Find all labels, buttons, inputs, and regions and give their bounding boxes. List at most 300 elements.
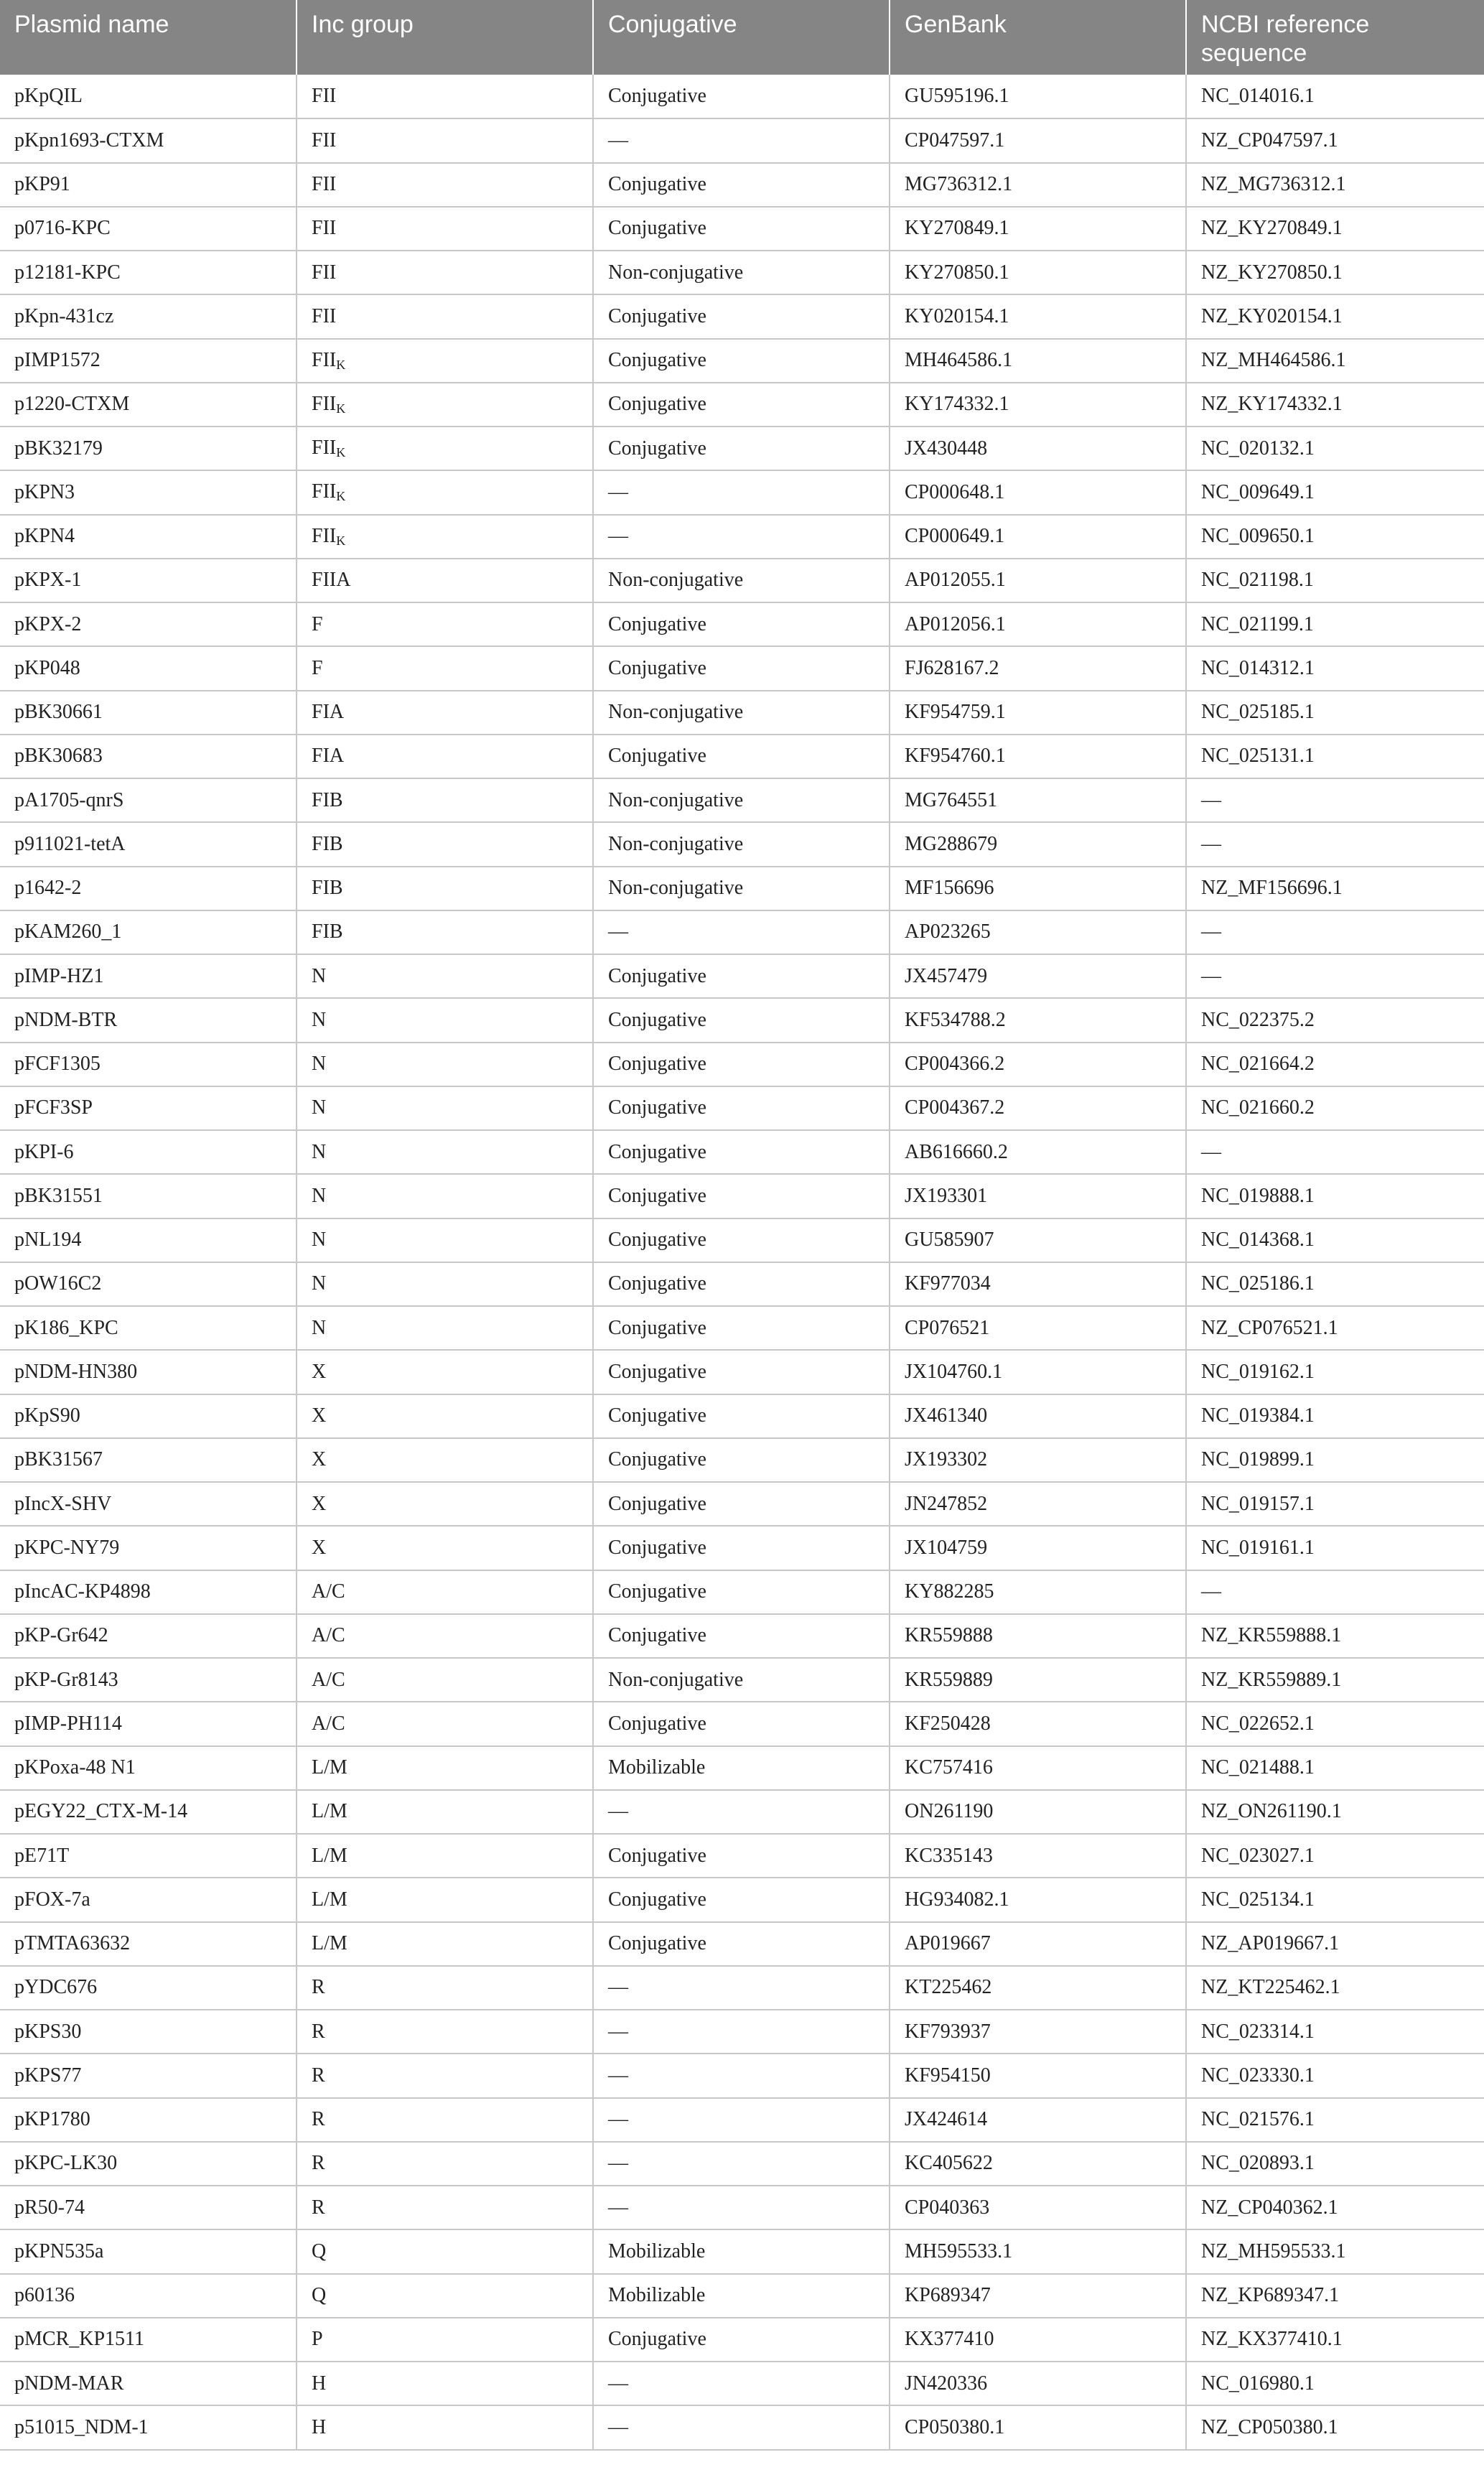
table-row: [0, 1350, 1484, 1394]
table-row: [0, 207, 1484, 251]
plasmid-name-cell: pIMP-PH114: [0, 1702, 297, 1745]
inc-group-cell: $FII_K$: [297, 515, 593, 559]
ncbi-reference-cell: NZ_CP076521.1: [1186, 1306, 1484, 1350]
conjugative-cell: Conjugative: [593, 339, 890, 383]
table-row: [0, 118, 1484, 162]
ncbi-reference-cell: NZ_KY174332.1: [1186, 383, 1484, 427]
conjugative-cell: Non-conjugative: [593, 778, 890, 822]
genbank-cell: JX104760.1: [890, 1350, 1186, 1394]
table-row: [0, 1922, 1484, 1966]
genbank-cell: CP000649.1: [890, 515, 1186, 559]
conjugative-cell: Non-conjugative: [593, 691, 890, 735]
inc-group-cell: $FII_K$: [297, 383, 593, 427]
conjugative-cell: Conjugative: [593, 75, 890, 118]
conjugative-cell: Conjugative: [593, 1922, 890, 1966]
conjugative-cell: —: [593, 1966, 890, 2010]
inc-group-cell: R: [297, 1966, 593, 2010]
genbank-cell: KF250428: [890, 1702, 1186, 1745]
conjugative-cell: —: [593, 910, 890, 954]
plasmid-name-cell: pKPX-1: [0, 559, 297, 602]
conjugative-cell: —: [593, 470, 890, 514]
column-header-inc-group: Inc group: [297, 0, 593, 75]
genbank-cell: GU595196.1: [890, 75, 1186, 118]
conjugative-cell: —: [593, 2405, 890, 2449]
ncbi-reference-cell: NC_021576.1: [1186, 2098, 1484, 2142]
genbank-cell: KP689347: [890, 2274, 1186, 2318]
plasmid-name-cell: pKP91: [0, 163, 297, 207]
table-row: [0, 910, 1484, 954]
inc-group-cell: FII: [297, 118, 593, 162]
table-row: [0, 646, 1484, 690]
inc-group-cell: N: [297, 1043, 593, 1086]
table-row: [0, 1174, 1484, 1218]
genbank-cell: KY174332.1: [890, 383, 1186, 427]
ncbi-reference-cell: NZ_KT225462.1: [1186, 1966, 1484, 2010]
plasmid-name-cell: p60136: [0, 2274, 297, 2318]
table-row: [0, 1306, 1484, 1350]
genbank-cell: AP023265: [890, 910, 1186, 954]
inc-group-cell: R: [297, 2142, 593, 2186]
ncbi-reference-cell: NZ_KY270849.1: [1186, 207, 1484, 251]
conjugative-cell: —: [593, 118, 890, 162]
ncbi-reference-cell: NC_025185.1: [1186, 691, 1484, 735]
inc-group-cell: $FII_K$: [297, 470, 593, 514]
table-row: [0, 1130, 1484, 1174]
plasmid-name-cell: pKPX-2: [0, 602, 297, 646]
conjugative-cell: —: [593, 2054, 890, 2097]
ncbi-reference-cell: NC_023314.1: [1186, 2010, 1484, 2054]
plasmid-name-cell: pFOX-7a: [0, 1878, 297, 1921]
column-header-conjugative: Conjugative: [593, 0, 890, 75]
plasmid-name-cell: pKPI-6: [0, 1130, 297, 1174]
inc-group-cell: Q: [297, 2229, 593, 2273]
ncbi-reference-cell: —: [1186, 1130, 1484, 1174]
table-row: [0, 2362, 1484, 2405]
inc-group-cell: L/M: [297, 1834, 593, 1878]
table-row: [0, 2098, 1484, 2142]
plasmid-name-cell: pBK30661: [0, 691, 297, 735]
conjugative-cell: Conjugative: [593, 1174, 890, 1218]
genbank-cell: MG764551: [890, 778, 1186, 822]
inc-group-cell: $FII_K$: [297, 427, 593, 470]
plasmid-name-cell: pBK31551: [0, 1174, 297, 1218]
conjugative-cell: Conjugative: [593, 1834, 890, 1878]
inc-group-cell: N: [297, 1218, 593, 1262]
table-body: [0, 75, 1484, 2450]
table-row: [0, 867, 1484, 910]
conjugative-cell: Conjugative: [593, 1570, 890, 1614]
table-row: [0, 2274, 1484, 2318]
conjugative-cell: Conjugative: [593, 294, 890, 338]
inc-group-cell: N: [297, 1086, 593, 1130]
conjugative-cell: Conjugative: [593, 1218, 890, 1262]
conjugative-cell: Conjugative: [593, 1702, 890, 1745]
plasmid-name-cell: p911021-tetA: [0, 822, 297, 866]
genbank-cell: MF156696: [890, 867, 1186, 910]
inc-group-cell: FII: [297, 294, 593, 338]
conjugative-cell: —: [593, 2098, 890, 2142]
ncbi-reference-cell: NC_022652.1: [1186, 1702, 1484, 1745]
plasmid-name-cell: pKP-Gr8143: [0, 1658, 297, 1702]
ncbi-reference-cell: NC_022375.2: [1186, 998, 1484, 1042]
inc-group-cell: A/C: [297, 1702, 593, 1745]
plasmid-name-cell: pE71T: [0, 1834, 297, 1878]
plasmid-name-cell: p1642-2: [0, 867, 297, 910]
inc-group-cell: X: [297, 1482, 593, 1526]
ncbi-reference-cell: NZ_CP050380.1: [1186, 2405, 1484, 2449]
conjugative-cell: Mobilizable: [593, 2274, 890, 2318]
plasmid-name-cell: p51015_NDM-1: [0, 2405, 297, 2449]
conjugative-cell: Non-conjugative: [593, 822, 890, 866]
ncbi-reference-cell: NC_020132.1: [1186, 427, 1484, 470]
plasmid-name-cell: p12181-KPC: [0, 251, 297, 294]
conjugative-cell: Conjugative: [593, 1878, 890, 1921]
table-row: [0, 383, 1484, 427]
ncbi-reference-cell: NC_020893.1: [1186, 2142, 1484, 2186]
table-row: [0, 1702, 1484, 1745]
plasmid-name-cell: pNDM-BTR: [0, 998, 297, 1042]
genbank-cell: GU585907: [890, 1218, 1186, 1262]
column-header-ncbi-reference: NCBI reference sequence: [1186, 0, 1484, 75]
table-row: [0, 75, 1484, 118]
genbank-cell: AP012055.1: [890, 559, 1186, 602]
plasmid-name-cell: pKpQIL: [0, 75, 297, 118]
plasmid-name-cell: pKPN4: [0, 515, 297, 559]
inc-group-cell: L/M: [297, 1878, 593, 1921]
plasmid-name-cell: pKP048: [0, 646, 297, 690]
conjugative-cell: Conjugative: [593, 2318, 890, 2362]
ncbi-reference-cell: NZ_CP047597.1: [1186, 118, 1484, 162]
ncbi-reference-cell: NZ_KY020154.1: [1186, 294, 1484, 338]
conjugative-cell: Conjugative: [593, 383, 890, 427]
genbank-cell: JX430448: [890, 427, 1186, 470]
plasmid-name-cell: pKPN535a: [0, 2229, 297, 2273]
table-row: [0, 1834, 1484, 1878]
genbank-cell: JN420336: [890, 2362, 1186, 2405]
table-row: [0, 1526, 1484, 1570]
ncbi-reference-cell: —: [1186, 778, 1484, 822]
table-row: [0, 1746, 1484, 1790]
table-row: [0, 2405, 1484, 2449]
plasmid-name-cell: pIncAC-KP4898: [0, 1570, 297, 1614]
genbank-cell: KY270850.1: [890, 251, 1186, 294]
table-row: [0, 1086, 1484, 1130]
ncbi-reference-cell: NZ_KY270850.1: [1186, 251, 1484, 294]
table-row: [0, 1790, 1484, 1834]
genbank-cell: KF793937: [890, 2010, 1186, 2054]
plasmid-name-cell: pKPC-NY79: [0, 1526, 297, 1570]
conjugative-cell: —: [593, 515, 890, 559]
plasmid-name-cell: pOW16C2: [0, 1262, 297, 1306]
conjugative-cell: Conjugative: [593, 646, 890, 690]
plasmid-name-cell: pTMTA63632: [0, 1922, 297, 1966]
genbank-cell: KC335143: [890, 1834, 1186, 1878]
table-row: [0, 2186, 1484, 2229]
genbank-cell: KY020154.1: [890, 294, 1186, 338]
conjugative-cell: Conjugative: [593, 1614, 890, 1658]
plasmid-name-cell: pYDC676: [0, 1966, 297, 2010]
ncbi-reference-cell: NC_014016.1: [1186, 75, 1484, 118]
genbank-cell: MG736312.1: [890, 163, 1186, 207]
conjugative-cell: Conjugative: [593, 1262, 890, 1306]
inc-group-cell: FII: [297, 251, 593, 294]
genbank-cell: CP076521: [890, 1306, 1186, 1350]
ncbi-reference-cell: NC_014368.1: [1186, 1218, 1484, 1262]
inc-group-cell: L/M: [297, 1746, 593, 1790]
plasmid-name-cell: pKpn-431cz: [0, 294, 297, 338]
ncbi-reference-cell: NC_025134.1: [1186, 1878, 1484, 1921]
conjugative-cell: Conjugative: [593, 1526, 890, 1570]
inc-group-cell: FIB: [297, 778, 593, 822]
genbank-cell: MG288679: [890, 822, 1186, 866]
genbank-cell: CP004367.2: [890, 1086, 1186, 1130]
genbank-cell: JX104759: [890, 1526, 1186, 1570]
inc-group-cell: FIIA: [297, 559, 593, 602]
conjugative-cell: Non-conjugative: [593, 1658, 890, 1702]
ncbi-reference-cell: NC_019384.1: [1186, 1394, 1484, 1438]
table-row: [0, 1878, 1484, 1921]
genbank-cell: ON261190: [890, 1790, 1186, 1834]
genbank-cell: KF954150: [890, 2054, 1186, 2097]
table-row: [0, 294, 1484, 338]
ncbi-reference-cell: NC_021488.1: [1186, 1746, 1484, 1790]
conjugative-cell: Conjugative: [593, 1306, 890, 1350]
table-row: [0, 1658, 1484, 1702]
genbank-cell: KF977034: [890, 1262, 1186, 1306]
ncbi-reference-cell: NZ_MH595533.1: [1186, 2229, 1484, 2273]
table-row: [0, 2229, 1484, 2273]
table-row: [0, 339, 1484, 383]
plasmid-name-cell: pFCF1305: [0, 1043, 297, 1086]
genbank-cell: JX461340: [890, 1394, 1186, 1438]
conjugative-cell: —: [593, 1790, 890, 1834]
ncbi-reference-cell: NC_019157.1: [1186, 1482, 1484, 1526]
inc-group-cell: R: [297, 2054, 593, 2097]
ncbi-reference-cell: NC_025131.1: [1186, 735, 1484, 778]
plasmid-name-cell: pKP-Gr642: [0, 1614, 297, 1658]
inc-group-cell: A/C: [297, 1614, 593, 1658]
inc-group-cell: N: [297, 1306, 593, 1350]
genbank-cell: JX193302: [890, 1438, 1186, 1482]
genbank-cell: JN247852: [890, 1482, 1186, 1526]
conjugative-cell: Conjugative: [593, 207, 890, 251]
table-row: [0, 1966, 1484, 2010]
plasmid-name-cell: pKPoxa-48 N1: [0, 1746, 297, 1790]
inc-group-cell: L/M: [297, 1922, 593, 1966]
inc-group-cell: R: [297, 2010, 593, 2054]
conjugative-cell: Non-conjugative: [593, 867, 890, 910]
column-header-plasmid-name: Plasmid name: [0, 0, 297, 75]
genbank-cell: CP047597.1: [890, 118, 1186, 162]
conjugative-cell: Mobilizable: [593, 2229, 890, 2273]
genbank-cell: KY270849.1: [890, 207, 1186, 251]
ncbi-reference-cell: NC_021199.1: [1186, 602, 1484, 646]
inc-group-cell: L/M: [297, 1790, 593, 1834]
ncbi-reference-cell: —: [1186, 822, 1484, 866]
ncbi-reference-cell: NZ_KR559888.1: [1186, 1614, 1484, 1658]
inc-group-cell: FIA: [297, 735, 593, 778]
inc-group-cell: FII: [297, 75, 593, 118]
plasmid-name-cell: pKPN3: [0, 470, 297, 514]
table-row: [0, 559, 1484, 602]
ncbi-reference-cell: NC_023330.1: [1186, 2054, 1484, 2097]
genbank-cell: KF534788.2: [890, 998, 1186, 1042]
plasmid-name-cell: pEGY22_CTX-M-14: [0, 1790, 297, 1834]
table-row: [0, 2054, 1484, 2097]
ncbi-reference-cell: NC_014312.1: [1186, 646, 1484, 690]
inc-group-cell: FIB: [297, 910, 593, 954]
plasmid-name-cell: pNL194: [0, 1218, 297, 1262]
plasmid-name-cell: pBK30683: [0, 735, 297, 778]
genbank-cell: JX193301: [890, 1174, 1186, 1218]
table-row: [0, 1262, 1484, 1306]
conjugative-cell: Conjugative: [593, 427, 890, 470]
ncbi-reference-cell: NZ_KP689347.1: [1186, 2274, 1484, 2318]
inc-group-cell: Q: [297, 2274, 593, 2318]
genbank-cell: AB616660.2: [890, 1130, 1186, 1174]
plasmid-name-cell: pKAM260_1: [0, 910, 297, 954]
plasmid-name-cell: pBK32179: [0, 427, 297, 470]
table-row: [0, 2142, 1484, 2186]
ncbi-reference-cell: NC_016980.1: [1186, 2362, 1484, 2405]
conjugative-cell: Conjugative: [593, 1394, 890, 1438]
plasmid-name-cell: pA1705-qnrS: [0, 778, 297, 822]
inc-group-cell: F: [297, 602, 593, 646]
ncbi-reference-cell: NC_021660.2: [1186, 1086, 1484, 1130]
plasmid-name-cell: p0716-KPC: [0, 207, 297, 251]
conjugative-cell: Conjugative: [593, 602, 890, 646]
plasmid-name-cell: pFCF3SP: [0, 1086, 297, 1130]
table-row: [0, 822, 1484, 866]
genbank-cell: KF954760.1: [890, 735, 1186, 778]
genbank-cell: KC757416: [890, 1746, 1186, 1790]
ncbi-reference-cell: NC_019162.1: [1186, 1350, 1484, 1394]
inc-group-cell: X: [297, 1394, 593, 1438]
genbank-cell: JX424614: [890, 2098, 1186, 2142]
plasmid-name-cell: pR50-74: [0, 2186, 297, 2229]
genbank-cell: HG934082.1: [890, 1878, 1186, 1921]
table-row: [0, 251, 1484, 294]
inc-group-cell: N: [297, 1262, 593, 1306]
ncbi-reference-cell: —: [1186, 910, 1484, 954]
plasmid-name-cell: pKpn1693-CTXM: [0, 118, 297, 162]
conjugative-cell: Non-conjugative: [593, 251, 890, 294]
conjugative-cell: Mobilizable: [593, 1746, 890, 1790]
inc-group-cell: FII: [297, 163, 593, 207]
ncbi-reference-cell: NZ_CP040362.1: [1186, 2186, 1484, 2229]
plasmid-name-cell: pKpS90: [0, 1394, 297, 1438]
conjugative-cell: Conjugative: [593, 1482, 890, 1526]
table-row: [0, 1438, 1484, 1482]
genbank-cell: CP050380.1: [890, 2405, 1186, 2449]
ncbi-reference-cell: NZ_AP019667.1: [1186, 1922, 1484, 1966]
ncbi-reference-cell: NZ_MF156696.1: [1186, 867, 1484, 910]
inc-group-cell: X: [297, 1526, 593, 1570]
table-row: [0, 998, 1484, 1042]
table-row: [0, 2010, 1484, 2054]
inc-group-cell: H: [297, 2362, 593, 2405]
table-row: [0, 470, 1484, 514]
conjugative-cell: —: [593, 2186, 890, 2229]
inc-group-cell: X: [297, 1350, 593, 1394]
genbank-cell: JX457479: [890, 954, 1186, 998]
genbank-cell: KY882285: [890, 1570, 1186, 1614]
genbank-cell: KC405622: [890, 2142, 1186, 2186]
ncbi-reference-cell: NZ_MG736312.1: [1186, 163, 1484, 207]
inc-group-cell: X: [297, 1438, 593, 1482]
inc-group-cell: FIB: [297, 822, 593, 866]
inc-group-cell: N: [297, 998, 593, 1042]
conjugative-cell: Conjugative: [593, 163, 890, 207]
table-row: [0, 1482, 1484, 1526]
ncbi-reference-cell: NZ_MH464586.1: [1186, 339, 1484, 383]
conjugative-cell: Non-conjugative: [593, 559, 890, 602]
plasmid-name-cell: pKP1780: [0, 2098, 297, 2142]
conjugative-cell: Conjugative: [593, 735, 890, 778]
plasmid-name-cell: pNDM-HN380: [0, 1350, 297, 1394]
plasmid-name-cell: pMCR_KP1511: [0, 2318, 297, 2362]
genbank-cell: KT225462: [890, 1966, 1186, 2010]
genbank-cell: KR559888: [890, 1614, 1186, 1658]
inc-group-cell: FIA: [297, 691, 593, 735]
inc-group-cell: N: [297, 1130, 593, 1174]
plasmid-name-cell: pNDM-MAR: [0, 2362, 297, 2405]
table-row: [0, 691, 1484, 735]
genbank-cell: CP000648.1: [890, 470, 1186, 514]
ncbi-reference-cell: NC_009650.1: [1186, 515, 1484, 559]
ncbi-reference-cell: NC_025186.1: [1186, 1262, 1484, 1306]
inc-group-cell: F: [297, 646, 593, 690]
plasmid-name-cell: pIMP-HZ1: [0, 954, 297, 998]
header-row: [0, 0, 1484, 75]
plasmid-name-cell: p1220-CTXM: [0, 383, 297, 427]
plasmid-name-cell: pIMP1572: [0, 339, 297, 383]
table-row: [0, 602, 1484, 646]
ncbi-reference-cell: NC_019161.1: [1186, 1526, 1484, 1570]
conjugative-cell: Conjugative: [593, 954, 890, 998]
inc-group-cell: R: [297, 2098, 593, 2142]
genbank-cell: FJ628167.2: [890, 646, 1186, 690]
plasmid-name-cell: pKPC-LK30: [0, 2142, 297, 2186]
inc-group-cell: P: [297, 2318, 593, 2362]
ncbi-reference-cell: —: [1186, 954, 1484, 998]
conjugative-cell: Conjugative: [593, 1438, 890, 1482]
genbank-cell: MH464586.1: [890, 339, 1186, 383]
table-row: [0, 1614, 1484, 1658]
genbank-cell: KX377410: [890, 2318, 1186, 2362]
genbank-cell: AP012056.1: [890, 602, 1186, 646]
ncbi-reference-cell: NC_019888.1: [1186, 1174, 1484, 1218]
inc-group-cell: A/C: [297, 1658, 593, 1702]
plasmid-name-cell: pBK31567: [0, 1438, 297, 1482]
inc-group-cell: FIB: [297, 867, 593, 910]
ncbi-reference-cell: —: [1186, 1570, 1484, 1614]
inc-group-cell: $FII_K$: [297, 339, 593, 383]
table-row: [0, 1394, 1484, 1438]
conjugative-cell: —: [593, 2142, 890, 2186]
conjugative-cell: Conjugative: [593, 1350, 890, 1394]
genbank-cell: CP004366.2: [890, 1043, 1186, 1086]
table-row: [0, 515, 1484, 559]
ncbi-reference-cell: NC_021664.2: [1186, 1043, 1484, 1086]
plasmid-name-cell: pKPS30: [0, 2010, 297, 2054]
column-header-genbank: GenBank: [890, 0, 1186, 75]
ncbi-reference-cell: NZ_ON261190.1: [1186, 1790, 1484, 1834]
plasmid-name-cell: pK186_KPC: [0, 1306, 297, 1350]
table-row: [0, 954, 1484, 998]
plasmid-name-cell: pKPS77: [0, 2054, 297, 2097]
table-row: [0, 735, 1484, 778]
